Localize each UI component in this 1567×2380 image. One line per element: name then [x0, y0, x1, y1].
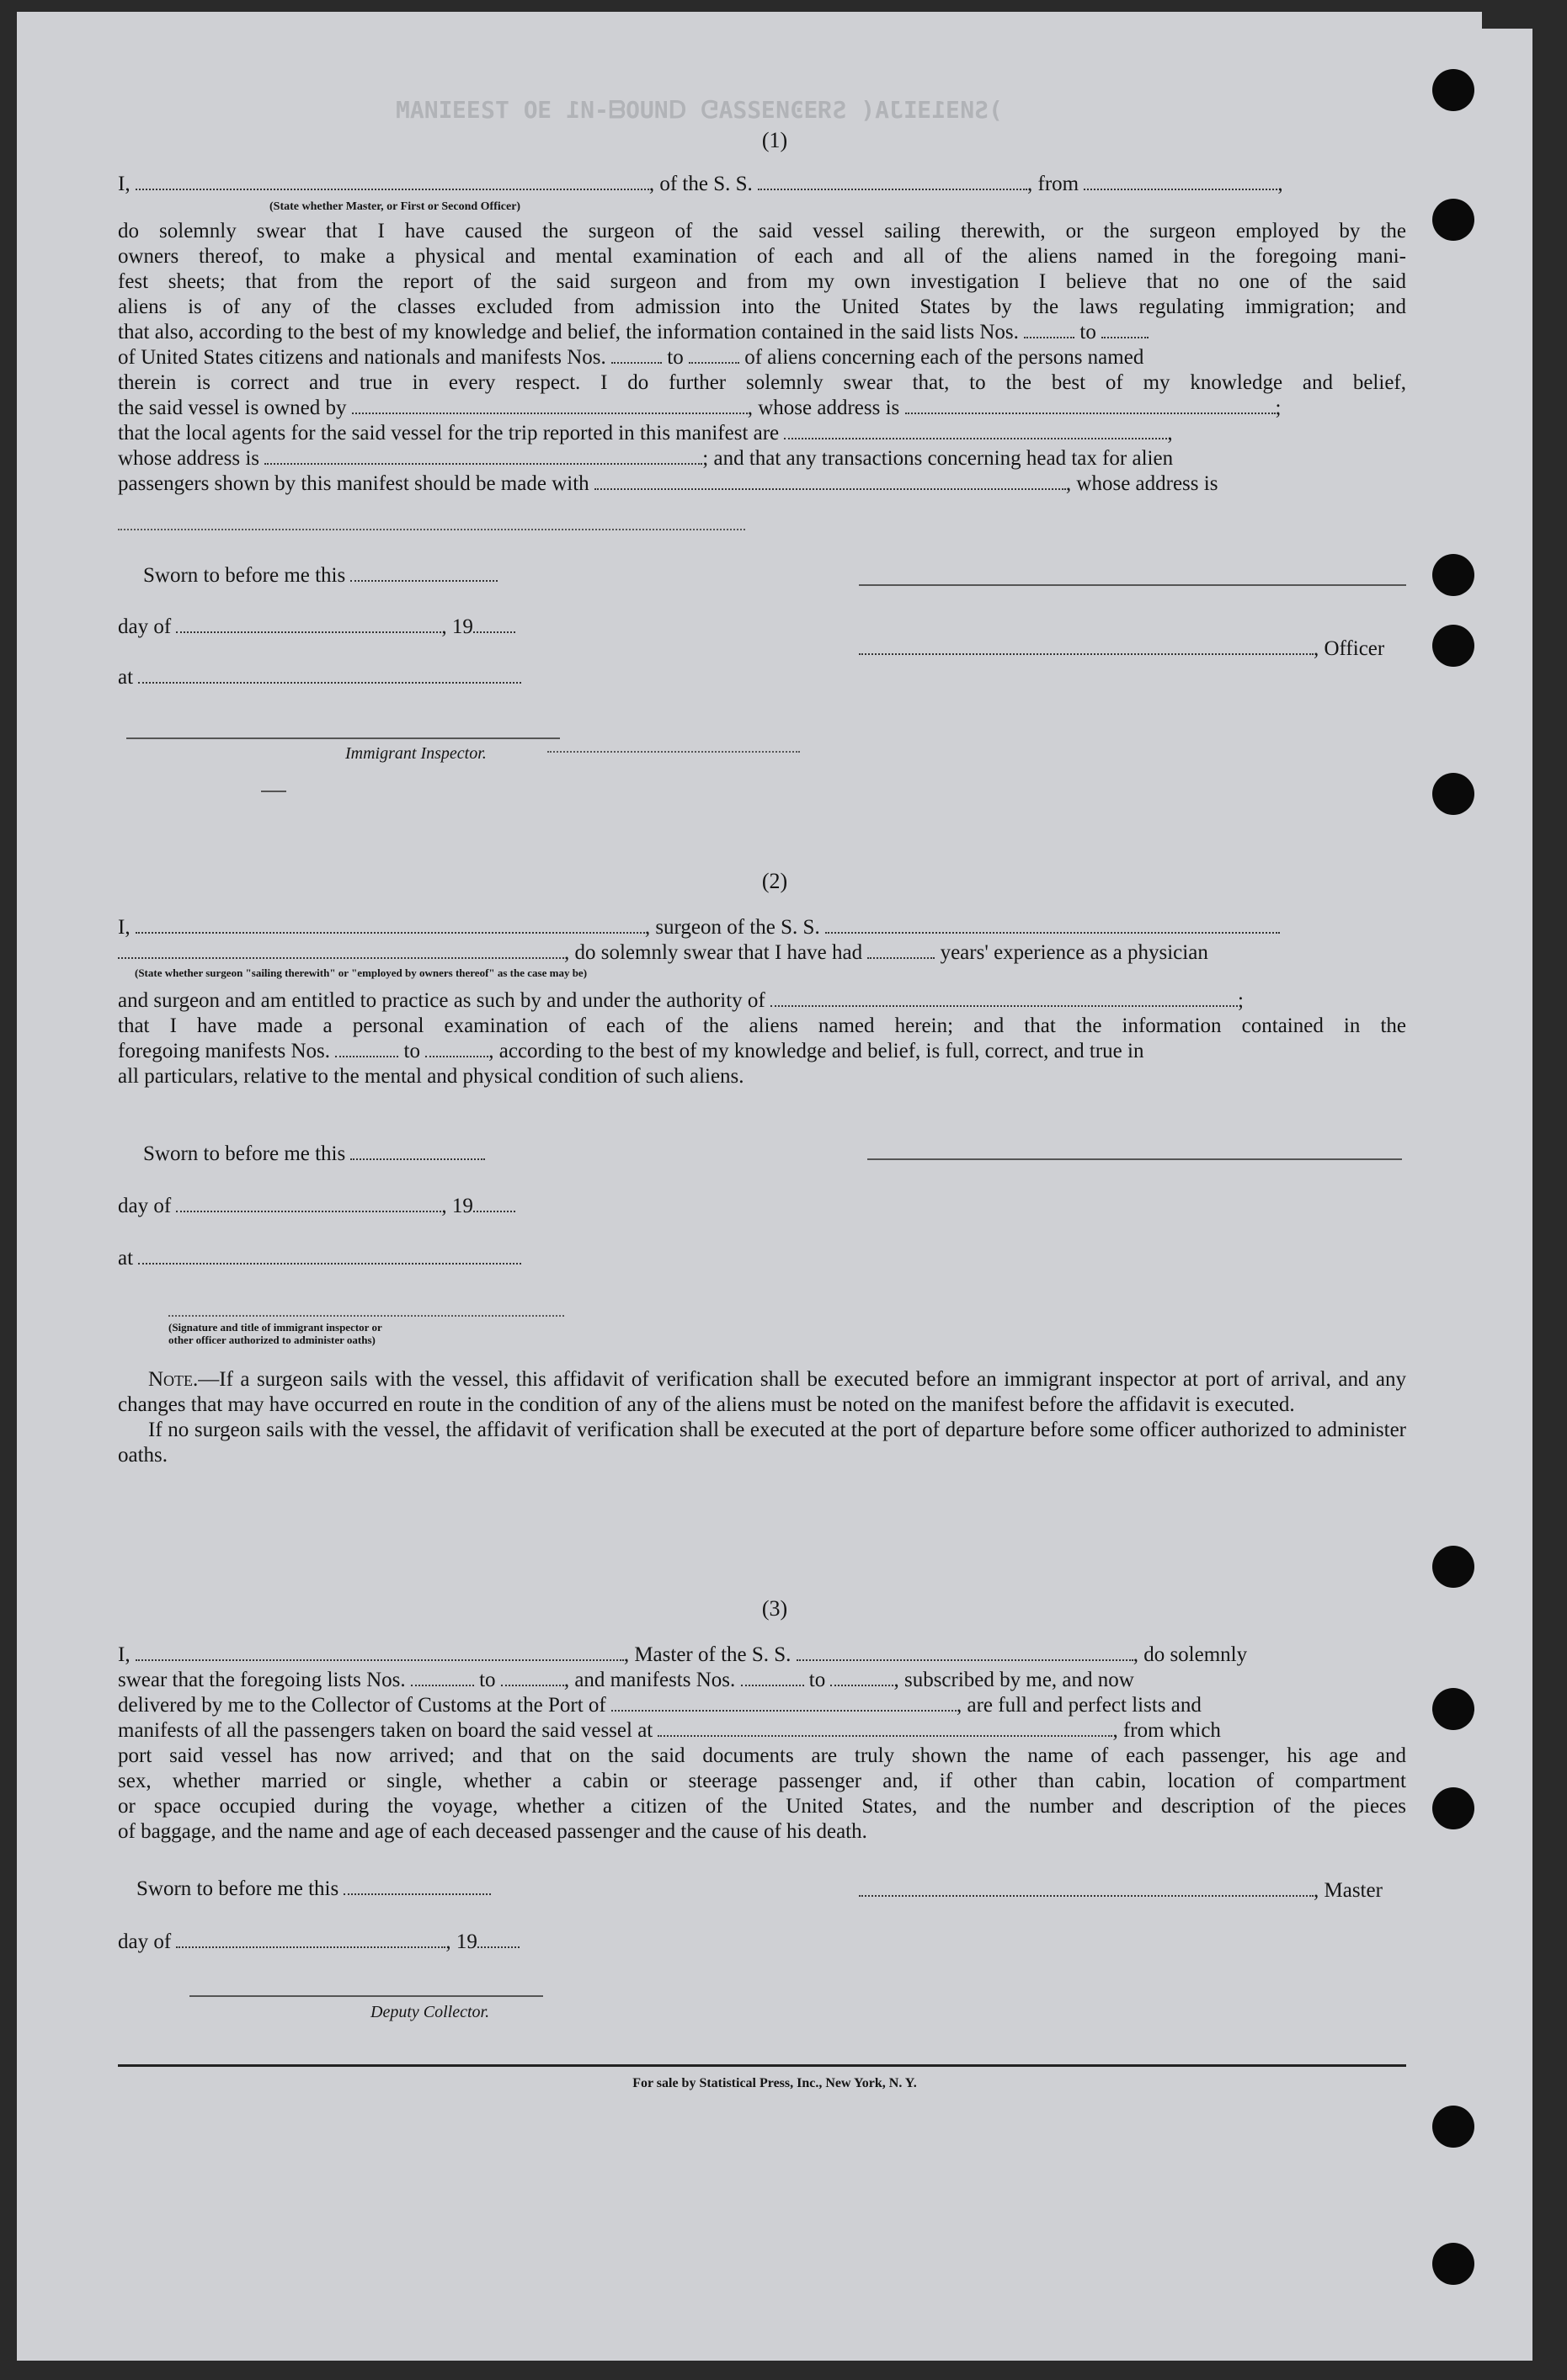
- section-3-number: (3): [761, 1596, 788, 1621]
- s1-line-agents-address: whose address is ; and that any transactions concerning head tax for alien: [118, 447, 1174, 470]
- bleed-through: )SИƎ1ƎIJA( SЯƎϿИƎƧƧA⅁ ᗡИUOᗺ-И1 ƎO TƧƎƎIИAM: [396, 96, 1003, 124]
- s3-line: of baggage, and the name and age of each deceased passenger and the cause of his death.: [118, 1820, 867, 1843]
- years-experience-field[interactable]: [867, 940, 935, 959]
- s3-lists-to-field[interactable]: [501, 1668, 564, 1686]
- note-label: Note.: [148, 1368, 199, 1391]
- s2-inspector-signature-line[interactable]: [168, 1315, 564, 1317]
- punch-hole: [1432, 2106, 1474, 2148]
- authority-field[interactable]: [770, 988, 1238, 1007]
- section-1-number: (1): [761, 128, 788, 152]
- paper-tear: [1482, 12, 1532, 29]
- s2-line-2: , do solemnly swear that I have had years' experience as a physician: [118, 940, 1406, 966]
- s1-caption: (State whether Master, or First or Second Officer): [269, 200, 521, 213]
- s3-year-field[interactable]: [477, 1930, 520, 1948]
- s3-sworn-label: Sworn to before me this: [136, 1877, 491, 1901]
- printer-footer: For sale by Statistical Press, Inc., New York, N. Y.: [632, 2076, 917, 2090]
- s1-line-1: I, , of the S. S. , from ,: [118, 173, 1283, 195]
- punch-hole: [1432, 773, 1474, 815]
- s3-line-4: manifests of all the passengers taken on board the said vessel at , from which: [118, 1719, 1221, 1742]
- s1-at-label: at: [118, 665, 521, 690]
- collector-port-field[interactable]: [611, 1693, 957, 1712]
- s2-ship-field[interactable]: [825, 915, 1280, 934]
- s2-line-4: that I have made a personal examination of each of the aliens named herein; and that the information contained in the: [118, 1014, 1406, 1037]
- s1-line: owners thereof, to make a physical and mental examination of each and all of the aliens named in the foregoing mani-: [118, 245, 1406, 268]
- manifests-from-field[interactable]: [611, 345, 662, 364]
- s1-month-field[interactable]: [176, 615, 441, 633]
- punch-hole: [1432, 625, 1474, 667]
- s3-month-field[interactable]: [176, 1930, 445, 1948]
- s1-sworn-label: Sworn to before me this: [143, 563, 498, 588]
- s2-month-field[interactable]: [176, 1194, 441, 1212]
- s1-line: aliens is of any of the classes excluded from admission into the United States by the laws regulating immigration; and: [118, 296, 1406, 318]
- s2-sig-caption-2: other officer authorized to administer oaths): [168, 1334, 376, 1346]
- boarding-port-field[interactable]: [658, 1718, 1112, 1737]
- s1-line-headtax: passengers shown by this manifest should be made with , whose address is: [118, 472, 1218, 495]
- s3-line: or space occupied during the voyage, whether a citizen of the United States, and the number and description of the pieces: [118, 1795, 1406, 1818]
- s3-ship-field[interactable]: [797, 1643, 1133, 1661]
- agents-field[interactable]: [784, 421, 1167, 439]
- section-2-number: (2): [761, 869, 788, 893]
- officer-rank-field[interactable]: [136, 172, 649, 190]
- s3-deputy-signature-line[interactable]: [189, 1995, 543, 1997]
- owner-address-field[interactable]: [905, 396, 1276, 414]
- lists-from-field[interactable]: [1024, 320, 1074, 338]
- lists-to-field[interactable]: [1101, 320, 1149, 338]
- s2-sworn-day-field[interactable]: [350, 1142, 485, 1160]
- s1-line: fest sheets; that from the report of the said surgeon and from my own investigation I believe that no one of the said: [118, 270, 1406, 293]
- s2-line-1: I, , surgeon of the S. S.: [118, 915, 1406, 940]
- s3-line-3: delivered by me to the Collector of Customs at the Port of , are full and perfect lists and: [118, 1694, 1202, 1717]
- s1-sworn-day-field[interactable]: [350, 563, 498, 582]
- punch-hole: [1432, 1546, 1474, 1588]
- s2-caption: (State whether surgeon "sailing therewith" or "employed by owners thereof" as the case may be): [135, 966, 588, 979]
- s1-year-field[interactable]: [473, 615, 515, 633]
- s2-line-3: and surgeon and am entitled to practice as such by and under the authority of ;: [118, 989, 1244, 1012]
- s3-line: port said vessel has now arrived; and that on the said documents are truly shown the name of each passenger, his age and: [118, 1744, 1406, 1767]
- s1-inspector-trail: [547, 751, 800, 753]
- s2-day-of-label: day of , 19: [118, 1194, 515, 1218]
- s1-inspector-label: Immigrant Inspector.: [345, 744, 487, 763]
- surgeon-name-field[interactable]: [136, 915, 645, 934]
- agents-address-field[interactable]: [264, 446, 702, 465]
- s3-lists-from-field[interactable]: [411, 1668, 474, 1686]
- note-block: [118, 1367, 1406, 1468]
- document-page: [17, 12, 1532, 2361]
- s2-sworn-label: Sworn to before me this: [143, 1142, 485, 1166]
- s1-officer-signature-line[interactable]: [859, 584, 1406, 586]
- s1-inspector-signature-line[interactable]: [126, 737, 560, 739]
- s3-manifests-from-field[interactable]: [741, 1668, 804, 1686]
- s1-line-agents: that the local agents for the said vessel for the trip reported in this manifest are ,: [118, 422, 1173, 445]
- s3-deputy-label: Deputy Collector.: [370, 2003, 490, 2021]
- s3-line-1: I, , Master of the S. S. , do solemnly: [118, 1643, 1248, 1666]
- s1-dash: [261, 791, 286, 792]
- punch-hole: [1432, 554, 1474, 596]
- s2-manifest-from-field[interactable]: [335, 1039, 398, 1057]
- s3-master-signature-field[interactable]: [859, 1878, 1314, 1897]
- s2-year-field[interactable]: [473, 1194, 515, 1212]
- from-port-field[interactable]: [1084, 172, 1277, 190]
- s3-line-2: swear that the foregoing lists Nos. to , and manifests Nos. to , subscribed by me, and now: [118, 1669, 1134, 1691]
- note-paragraph-1: —If a surgeon sails with the vessel, this affidavit of verification shall be executed before an immigrant inspector at port of arrival, and any changes that may have occurred en route in the condition of any of the aliens must be noted on the manifest before the affidavit is executed.: [118, 1368, 1406, 1416]
- s3-day-of-label: day of , 19: [118, 1930, 520, 1954]
- s1-line-manifests: of United States citizens and nationals and manifests Nos. to of aliens concerning each of the persons named: [118, 346, 1144, 369]
- s2-line-5: foregoing manifests Nos. to , according to the best of my knowledge and belief, is full, correct, and true in: [118, 1040, 1144, 1062]
- s3-manifests-to-field[interactable]: [830, 1668, 893, 1686]
- headtax-party-field[interactable]: [594, 471, 1066, 490]
- s1-line-lists: that also, according to the best of my knowledge and belief, the information contained in the said lists Nos. to: [118, 320, 1406, 345]
- s3-line: sex, whether married or single, whether a cabin or steerage passenger and, if other than cabin, location of compartment: [118, 1770, 1406, 1792]
- punch-hole: [1432, 69, 1474, 111]
- s1-officer-label: , Officer: [859, 636, 1384, 661]
- s1-at-field[interactable]: [138, 665, 521, 684]
- s1-day-of-label: day of , 19: [118, 615, 515, 639]
- punch-hole: [1432, 2243, 1474, 2285]
- s1-line-owner: the said vessel is owned by , whose address is ;: [118, 397, 1282, 419]
- punch-hole: [1432, 199, 1474, 241]
- s2-line-6: all particulars, relative to the mental and physical condition of such aliens.: [118, 1065, 744, 1088]
- s1-officer-title-field[interactable]: [859, 636, 1314, 655]
- s1-line: therein is correct and true in every respect. I do further solemnly swear that, to the best of my knowledge and belief,: [118, 371, 1406, 394]
- ship-name-field[interactable]: [758, 172, 1027, 190]
- headtax-address-field[interactable]: [118, 529, 745, 530]
- s1-line: do solemnly swear that I have caused the surgeon of the said vessel sailing therewith, or the surgeon employed by the: [118, 220, 1406, 242]
- s2-manifest-to-field[interactable]: [425, 1039, 488, 1057]
- s2-at-label: at: [118, 1246, 521, 1270]
- surgeon-status-field[interactable]: [118, 940, 564, 959]
- s3-master-label: , Master: [859, 1878, 1383, 1903]
- master-name-field[interactable]: [136, 1643, 624, 1661]
- note-paragraph-2: If no surgeon sails with the vessel, the affidavit of verification shall be executed at the port of departure before some officer authorized to administer oaths.: [118, 1419, 1406, 1467]
- punch-hole: [1432, 1787, 1474, 1829]
- punch-hole: [1432, 1688, 1474, 1730]
- s2-sig-caption-1: (Signature and title of immigrant inspector or: [168, 1321, 382, 1334]
- s2-at-field[interactable]: [138, 1246, 521, 1265]
- s2-surgeon-signature-line[interactable]: [867, 1158, 1402, 1160]
- s3-sworn-day-field[interactable]: [344, 1877, 491, 1895]
- owner-field[interactable]: [352, 396, 748, 414]
- manifests-to-field[interactable]: [689, 345, 739, 364]
- footer-rule: [118, 2064, 1406, 2067]
